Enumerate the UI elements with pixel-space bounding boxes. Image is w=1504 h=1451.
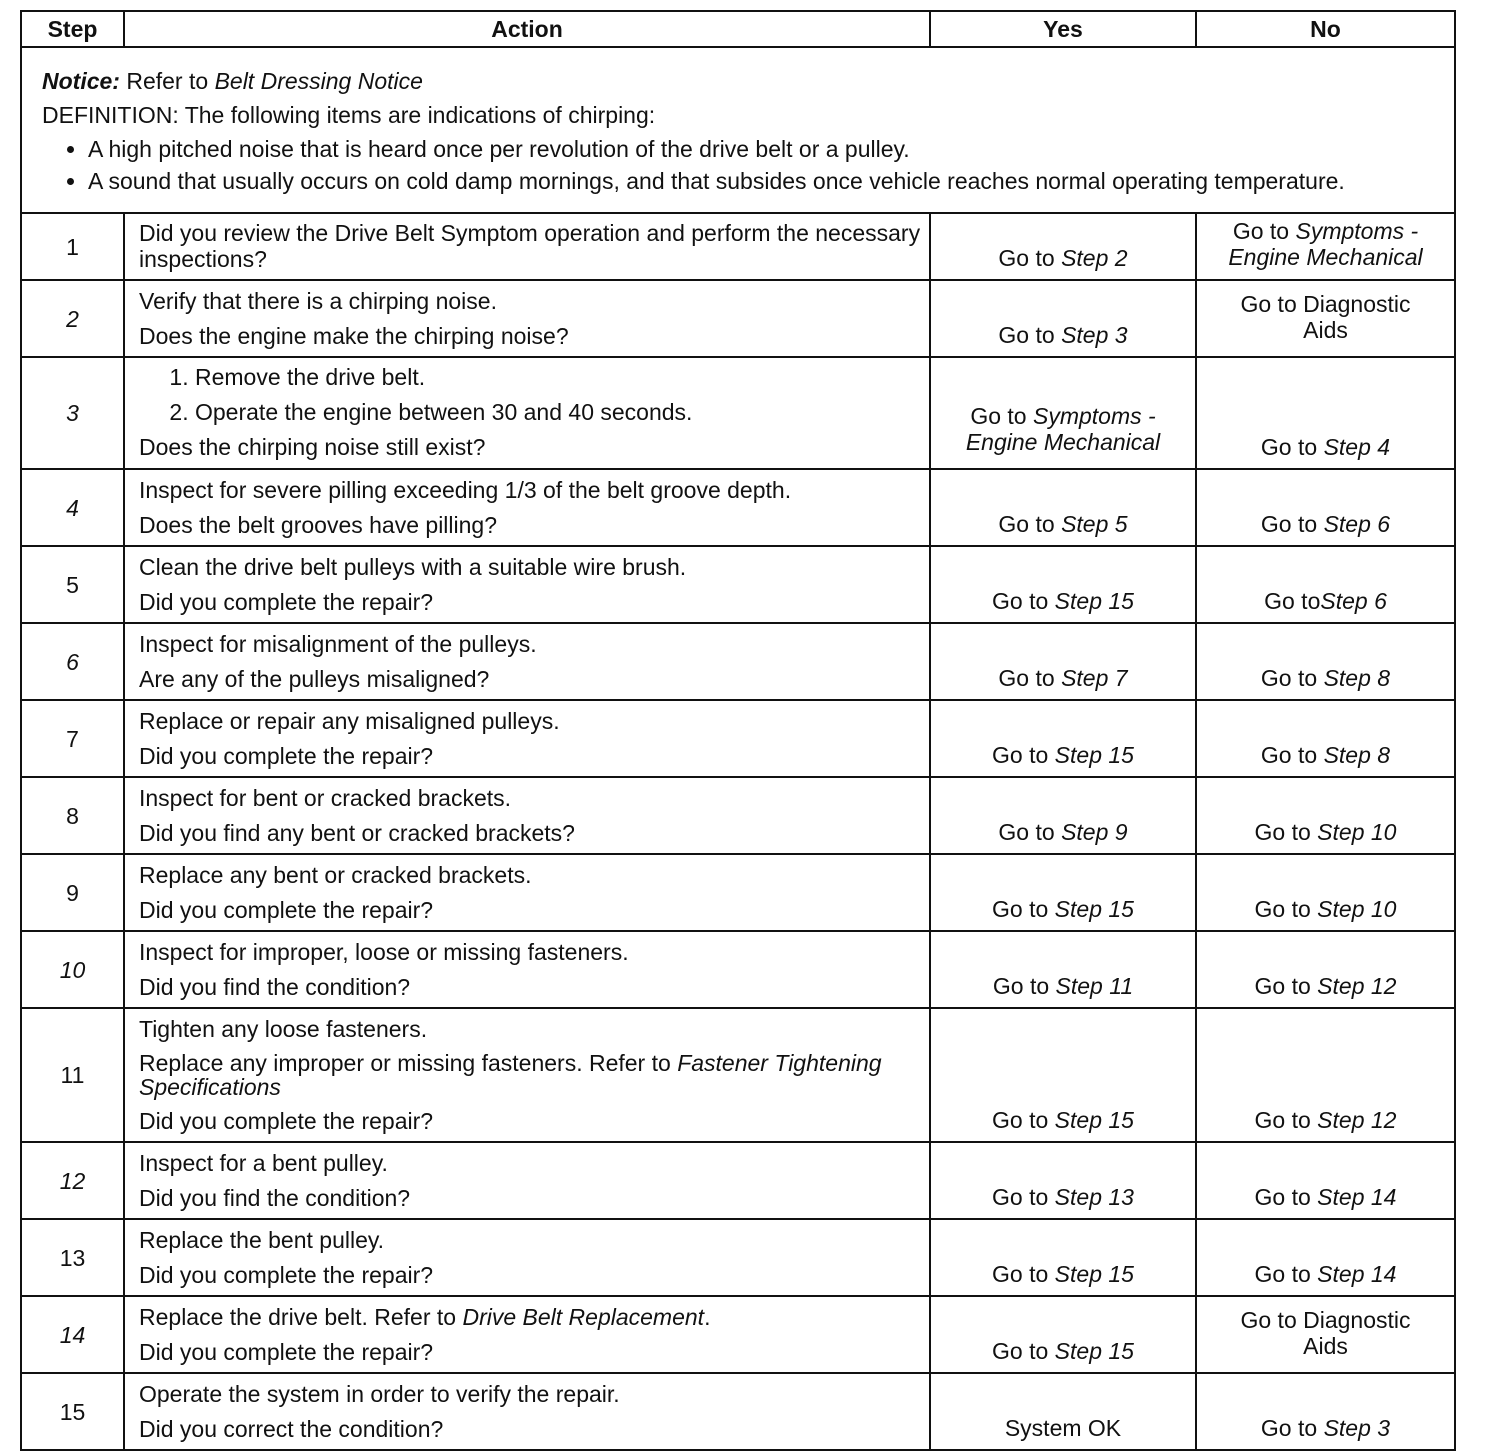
step-number: 2 (21, 280, 124, 357)
action-cell (124, 546, 930, 623)
no-link[interactable]: Step 14 (1317, 1261, 1397, 1287)
no-link[interactable]: Step 14 (1317, 1184, 1397, 1210)
no-link[interactable]: Step 10 (1317, 896, 1397, 922)
definition-bullet: • A high pitched noise that is heard once per revolution of the drive belt or a pulley. (88, 136, 1442, 162)
table-row (21, 1219, 1455, 1296)
yes-cell (930, 1373, 1196, 1450)
action-text: Did you review the Drive Belt Symptom operation and perform the necessary inspections? (139, 220, 921, 272)
yes-link[interactable]: Step 13 (1054, 1184, 1134, 1210)
yes-cell: Go to Step 15 (930, 854, 1196, 931)
table-row (21, 469, 1455, 546)
notice-text: Refer to (119, 68, 215, 94)
action-text: Inspect for improper, loose or missing fasteners. (139, 939, 629, 965)
step-number: 10 (21, 931, 124, 1008)
no-link[interactable]: Go to Diagnostic Aids (1240, 1306, 1411, 1359)
action-cell (124, 1296, 930, 1373)
action-cell (124, 931, 930, 1008)
table-row (21, 1008, 1455, 1142)
step-number: 11 (21, 1008, 124, 1142)
no-cell: Go to Step 12 (1196, 1008, 1455, 1142)
no-link[interactable]: Step 8 (1323, 742, 1391, 768)
action-cell (124, 357, 930, 469)
table-row (21, 700, 1455, 777)
action-cell (124, 1219, 930, 1296)
action-cell (124, 700, 930, 777)
no-link[interactable]: Step 12 (1317, 1107, 1397, 1133)
yes-cell: Go to Step 15 (930, 700, 1196, 777)
no-link[interactable]: Step 4 (1323, 434, 1391, 460)
yes-cell: Go to Step 2 (930, 213, 1196, 280)
table-row (21, 854, 1455, 931)
yes-link[interactable]: Step 11 (1055, 973, 1134, 999)
yes-link[interactable]: Step 9 (1061, 819, 1128, 845)
definition-list (42, 136, 1442, 194)
yes-cell: Go to Step 13 (930, 1142, 1196, 1219)
header-step: Step (21, 11, 124, 47)
yes-link[interactable]: Step 15 (1054, 588, 1134, 614)
yes-cell: Go to Step 9 (930, 777, 1196, 854)
action-question: Did you correct the condition? (139, 1416, 444, 1442)
notice-cell (21, 47, 1455, 213)
yes-cell: Go to Symptoms - Engine Mechanical (930, 357, 1196, 469)
action-question: Does the engine make the chirping noise? (139, 323, 569, 349)
step-number: 6 (21, 623, 124, 700)
table-row (21, 213, 1455, 280)
yes-cell: Go to Step 15 (930, 1219, 1196, 1296)
no-cell: Go to Step 10 (1196, 854, 1455, 931)
header-no: No (1196, 11, 1455, 47)
action-question: Did you find the condition? (139, 974, 411, 1000)
action-cell (124, 280, 930, 357)
action-cell (124, 623, 930, 700)
action-cell (124, 777, 930, 854)
step-number: 5 (21, 546, 124, 623)
header-row (21, 11, 1455, 47)
yes-link[interactable]: Step 15 (1054, 1107, 1134, 1133)
no-link[interactable]: Step 10 (1317, 819, 1397, 845)
no-link[interactable]: Step 8 (1323, 665, 1391, 691)
action-cell (124, 1008, 930, 1142)
no-cell: Go to Step 6 (1196, 469, 1455, 546)
no-link[interactable]: Step 6 (1320, 588, 1387, 614)
step-number: 15 (21, 1373, 124, 1450)
action-question: Did you complete the repair? (139, 1262, 434, 1288)
action-text: Verify that there is a chirping noise. (139, 288, 497, 314)
yes-link[interactable]: Step 15 (1054, 1338, 1134, 1364)
header-action: Action (124, 11, 930, 47)
action-list-item: 2. Operate the engine between 30 and 40 seconds. (195, 399, 921, 425)
no-cell: Go to Step 8 (1196, 623, 1455, 700)
yes-link[interactable]: Step 15 (1054, 742, 1134, 768)
step-number: 13 (21, 1219, 124, 1296)
step-number: 8 (21, 777, 124, 854)
no-cell: Go to Step 12 (1196, 931, 1455, 1008)
yes-link[interactable]: Step 3 (1061, 322, 1128, 348)
action-question: Did you complete the repair? (139, 743, 434, 769)
notice-ref: Belt Dressing Notice (214, 68, 423, 94)
header-yes: Yes (930, 11, 1196, 47)
notice-row (21, 47, 1455, 213)
yes-cell: Go to Step 15 (930, 546, 1196, 623)
yes-link[interactable]: Step 5 (1061, 511, 1128, 537)
table-row (21, 1296, 1455, 1373)
no-cell: Go to Step 4 (1196, 357, 1455, 469)
yes-cell: Go to Step 7 (930, 623, 1196, 700)
no-cell: Go to Step 14 (1196, 1219, 1455, 1296)
action-text: Inspect for bent or cracked brackets. (139, 785, 512, 811)
action-question: Did you complete the repair? (139, 1108, 434, 1134)
no-cell (1196, 280, 1455, 357)
notice-label: Notice: (42, 68, 120, 94)
action-cell (124, 213, 930, 280)
no-cell: Go to Step 8 (1196, 700, 1455, 777)
diagnostic-table (20, 10, 1456, 1451)
action-text: Inspect for misalignment of the pulleys. (139, 631, 537, 657)
no-cell: Go to Step 3 (1196, 1373, 1455, 1450)
yes-link[interactable]: Symptoms - Engine Mechanical (965, 403, 1161, 455)
no-cell (1196, 1296, 1455, 1373)
yes-cell: Go to Step 3 (930, 280, 1196, 357)
no-cell: Go to Symptoms - Engine Mechanical (1196, 213, 1455, 280)
action-text: Inspect for a bent pulley. (139, 1150, 388, 1176)
yes-link[interactable]: Step 7 (1061, 665, 1128, 691)
yes-cell: Go to Step 5 (930, 469, 1196, 546)
table-row (21, 931, 1455, 1008)
table-row (21, 357, 1455, 469)
step-number: 1 (21, 213, 124, 280)
action-list (139, 364, 921, 425)
action-cell (124, 469, 930, 546)
action-cell (124, 1142, 930, 1219)
action-text: Replace any bent or cracked brackets. (139, 862, 532, 888)
table-row (21, 546, 1455, 623)
no-cell: Go toStep 6 (1196, 546, 1455, 623)
yes-link[interactable]: System OK (1004, 1415, 1122, 1441)
definition-bullet: • A sound that usually occurs on cold damp mornings, and that subsides once vehicle reaches normal operating temperature. (88, 168, 1442, 194)
action-cell (124, 1373, 930, 1450)
step-number: 3 (21, 357, 124, 469)
table-row (21, 1373, 1455, 1450)
action-question: Does the chirping noise still exist? (139, 434, 486, 460)
step-number: 9 (21, 854, 124, 931)
action-question: Did you find the condition? (139, 1185, 411, 1211)
no-link[interactable]: Step 12 (1317, 973, 1397, 999)
no-cell: Go to Step 14 (1196, 1142, 1455, 1219)
action-list-item: 1. Remove the drive belt. (195, 364, 921, 390)
no-link[interactable]: Step 3 (1323, 1415, 1391, 1441)
table-row (21, 777, 1455, 854)
yes-link[interactable]: Step 15 (1054, 1261, 1134, 1287)
step-number: 14 (21, 1296, 124, 1373)
yes-cell: Go to Step 11 (930, 931, 1196, 1008)
yes-link[interactable]: Step 2 (1061, 245, 1128, 271)
no-link[interactable]: Go to Diagnostic Aids (1240, 290, 1411, 343)
notice-line (42, 68, 1442, 94)
no-cell: Go to Step 10 (1196, 777, 1455, 854)
definition-text: DEFINITION: The following items are indications of chirping: (42, 102, 656, 128)
table-row (21, 280, 1455, 357)
no-link[interactable]: Step 6 (1323, 511, 1391, 537)
step-number: 7 (21, 700, 124, 777)
no-link[interactable]: Symptoms - Engine Mechanical (1228, 218, 1423, 270)
action-text: Clean the drive belt pulleys with a suitable wire brush. (139, 554, 687, 580)
action-cell (124, 854, 930, 931)
step-number: 4 (21, 469, 124, 546)
action-question: Does the belt grooves have pilling? (139, 512, 498, 538)
table-row (21, 1142, 1455, 1219)
action-text-mid: Replace any improper or missing fasteners. Refer to Fastener Tightening Specifications (139, 1050, 882, 1100)
action-text: Replace the bent pulley. (139, 1227, 385, 1253)
action-question: Did you complete the repair? (139, 589, 434, 615)
yes-cell: Go to Step 15 (930, 1296, 1196, 1373)
action-question: Are any of the pulleys misaligned? (139, 666, 490, 692)
action-ref-link[interactable]: Fastener Tightening Specifications (139, 1050, 882, 1100)
action-question: Did you complete the repair? (139, 897, 434, 923)
action-text: Tighten any loose fasteners. (139, 1016, 428, 1042)
step-number: 12 (21, 1142, 124, 1219)
action-text: Inspect for severe pilling exceeding 1/3 of the belt groove depth. (139, 477, 792, 503)
yes-link[interactable]: Step 15 (1054, 896, 1134, 922)
action-text: Replace the drive belt. Refer to Drive Belt Replacement. (139, 1304, 711, 1330)
action-ref-link[interactable]: Drive Belt Replacement (462, 1304, 705, 1330)
action-question: Did you complete the repair? (139, 1339, 434, 1365)
table-row (21, 623, 1455, 700)
action-text: Operate the system in order to verify the repair. (139, 1381, 620, 1407)
action-question: Did you find any bent or cracked brackets? (139, 820, 575, 846)
yes-cell: Go to Step 15 (930, 1008, 1196, 1142)
action-text: Replace or repair any misaligned pulleys. (139, 708, 560, 734)
